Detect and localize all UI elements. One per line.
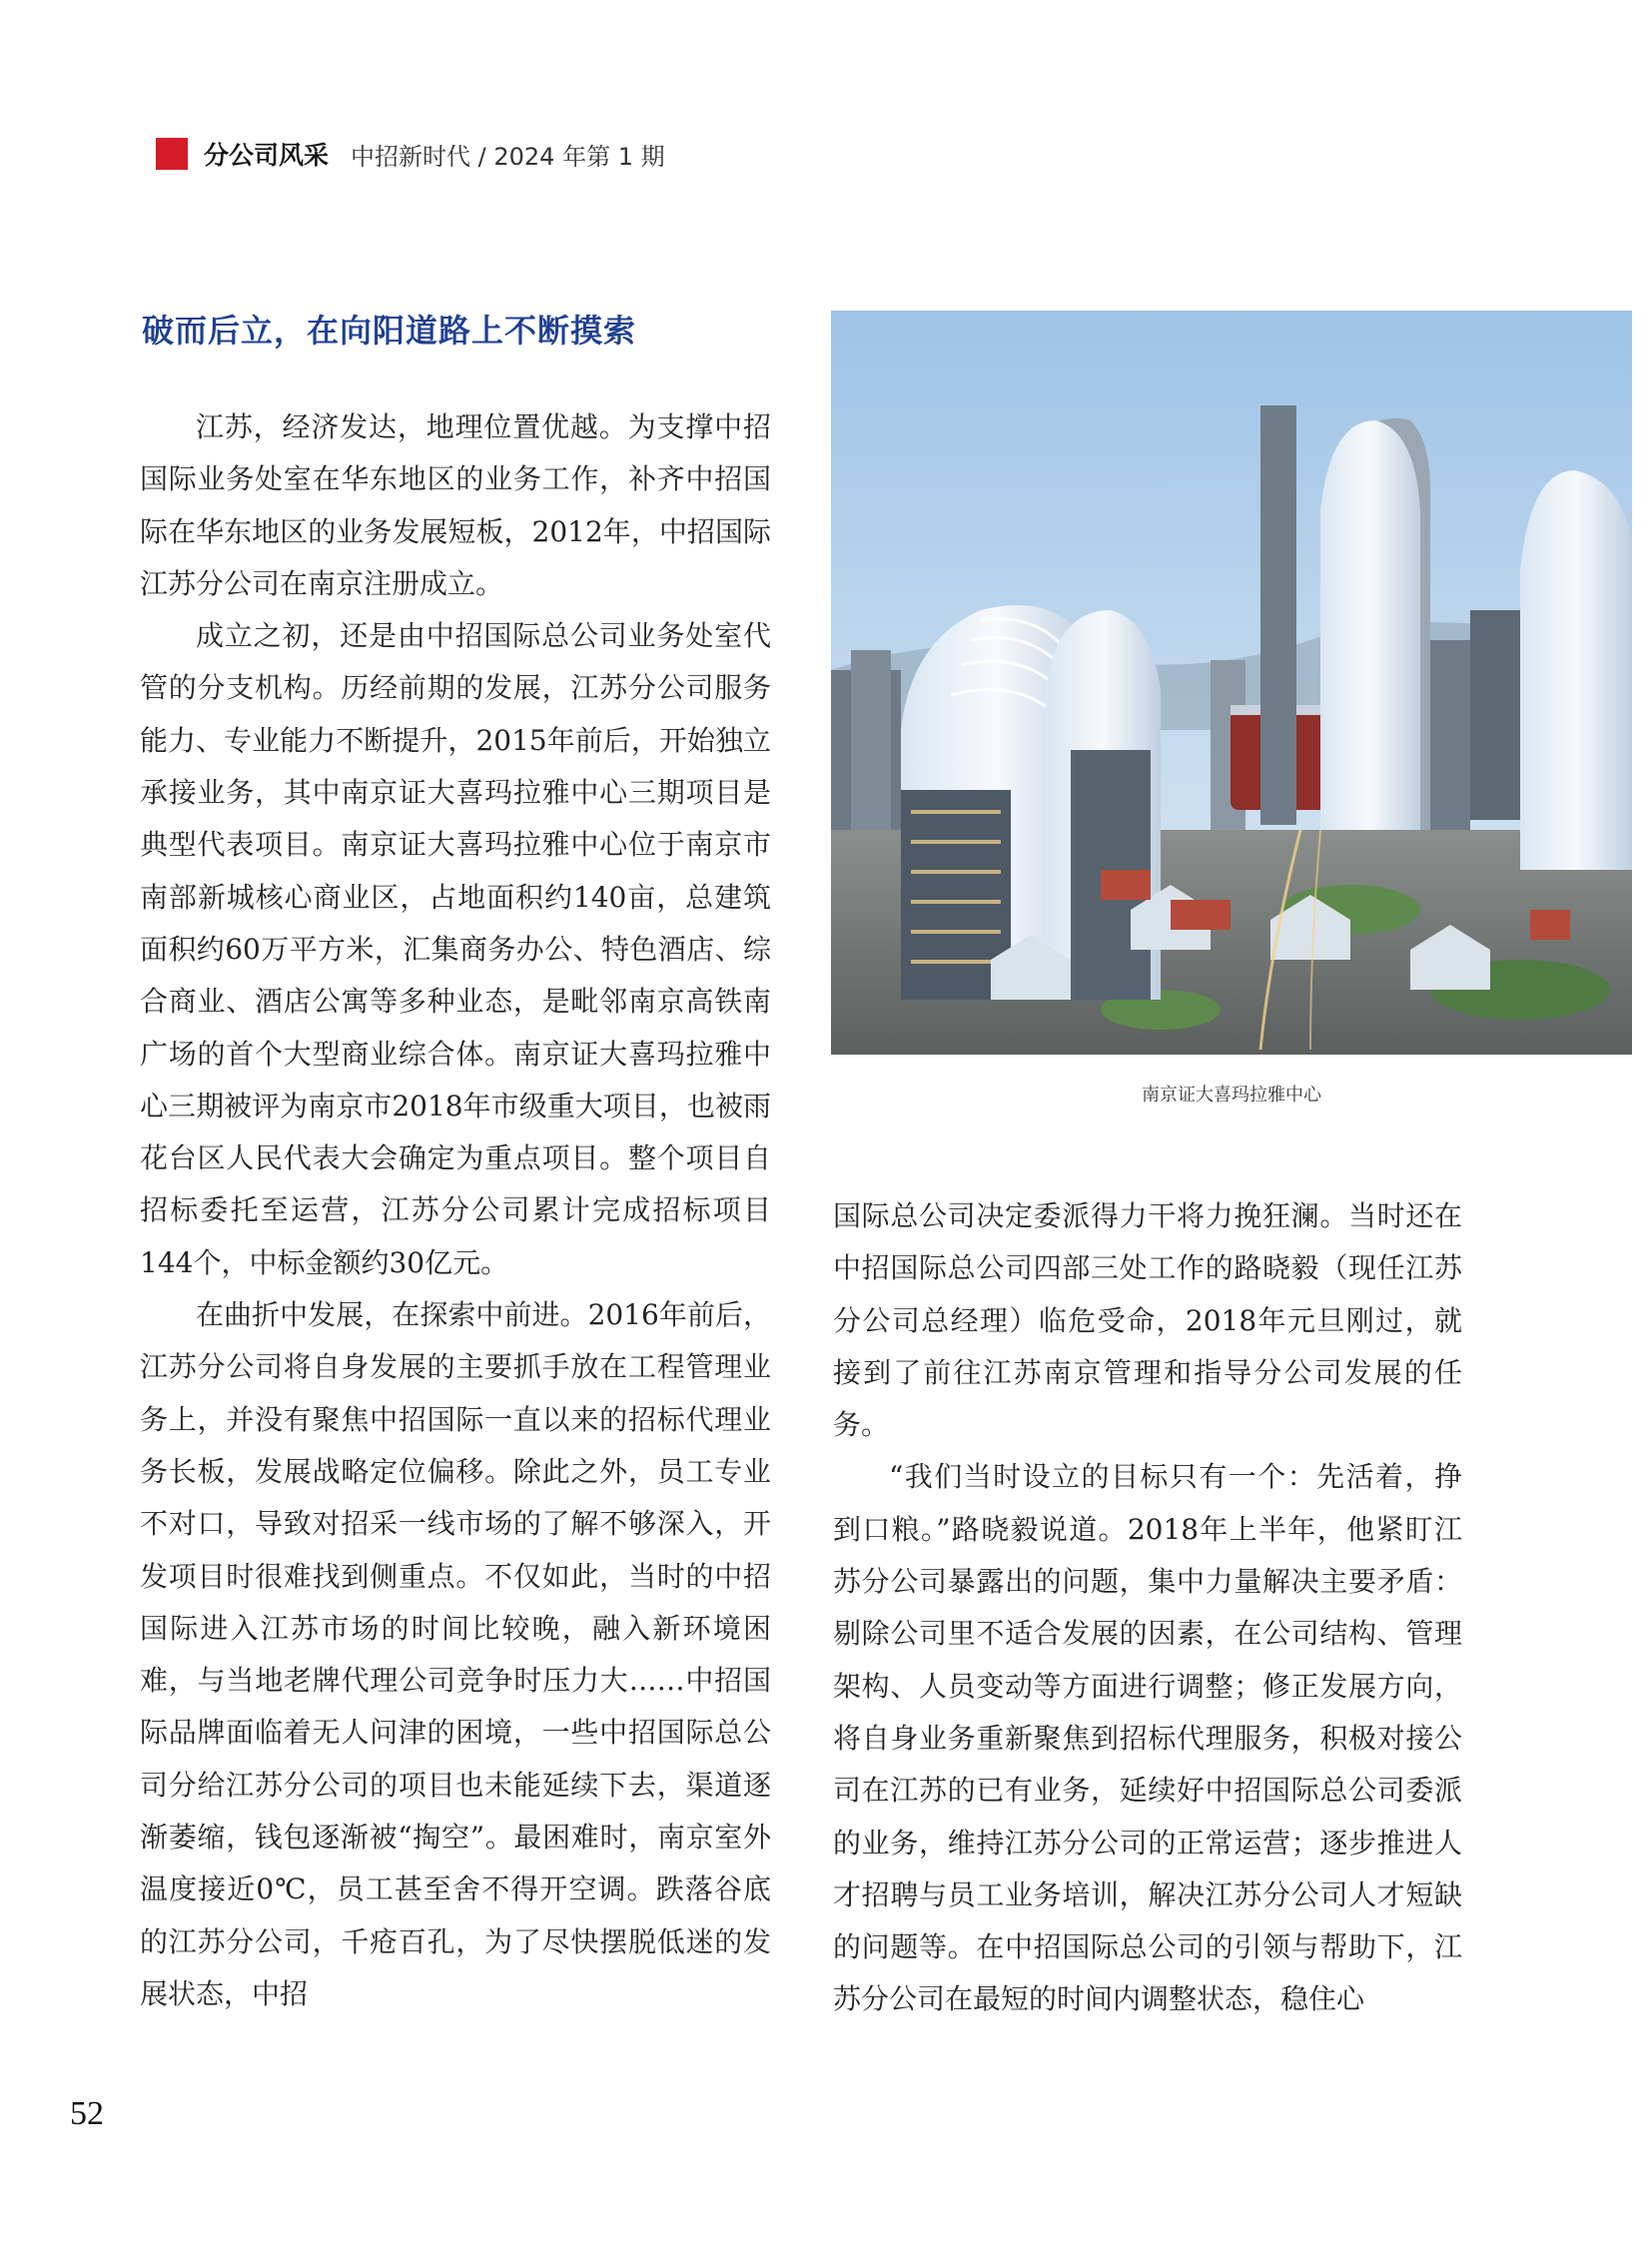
photo-caption: 南京证大喜玛拉雅中心 [1142, 1085, 1321, 1106]
right-column [833, 1190, 1462, 2026]
page-number: 52 [70, 2095, 104, 2132]
paragraph: 成立之初，还是由中招国际总公司业务处室代管的分支机构。历经前期的发展，江苏分公司服务能力、专业能力不断提升，2015年前后，开始独立承接业务，其中南京证大喜玛拉雅中心三期项目是典型代表项目。南京证大喜玛拉雅中心位于南京市南部新城核心商业区，占地面积约140亩，总建筑面积约60万平方米，汇集商务办公、特色酒店、综合商业、酒店公寓等多种业态，是毗邻南京高铁南广场的首个大型商业综合体。南京证大喜玛拉雅中心三期被评为南京市2018年市级重大项目，也被雨花台区人民代表大会确定为重点项目。整个项目自招标委托至运营，江苏分公司累计完成招标项目144个，中标金额约30亿元。 [140, 619, 771, 1279]
page-header [156, 134, 665, 174]
paragraph: 江苏，经济发达，地理位置优越。为支撑中招国际业务处室在华东地区的业务工作，补齐中招国际在华东地区的业务发展短板，2012年，中招国际江苏分公司在南京注册成立。 [140, 410, 771, 600]
paragraph: 在曲折中发展，在探索中前进。2016年前后，江苏分公司将自身发展的主要抓手放在工程管理业务上，并没有聚焦中招国际一直以来的招标代理业务长板，发展战略定位偏移。除此之外，员工专业不对口，导致对招采一线市场的了解不够深入，开发项目时很难找到侧重点。不仅如此，当时的中招国际进入江苏市场的时间比较晚，融入新环境困难，与当地老牌代理公司竞争时压力大……中招国际品牌面临着无人问津的困境，一些中招国际总公司分给江苏分公司的项目也未能延续下去，渠道逐渐萎缩，钱包逐渐被“掏空”。最困难时，南京室外温度接近0℃，员工甚至舍不得开空调。跌落谷底的江苏分公司，千疮百孔，为了尽快摆脱低迷的发展状态，中招 [140, 1298, 771, 2010]
section-title: 分公司风采 [204, 141, 330, 170]
paragraph: “我们当时设立的目标只有一个：先活着，挣到口粮。”路晓毅说道。2018年上半年，他紧盯江苏分公司暴露出的问题，集中力量解决主要矛盾：剔除公司里不适合发展的因素，在公司结构、管理架构、人员变动等方面进行调整；修正发展方向，将自身业务重新聚焦到招标代理服务，积极对接公司在江苏的已有业务，延续好中招国际总公司委派的业务，维持江苏分公司的正常运营；逐步推进人才招聘与员工业务培训，解决江苏分公司人才短缺的问题等。在中招国际总公司的引领与帮助下，江苏分公司在最短的时间内调整状态，稳住心 [833, 1460, 1462, 2016]
article-headline: 破而后立，在向阳道路上不断摸索 [142, 312, 637, 350]
paragraph: 国际总公司决定委派得力干将力挽狂澜。当时还在中招国际总公司四部三处工作的路晓毅（现任江苏分公司总经理）临危受命，2018年元旦刚过，就接到了前往江苏南京管理和指导分公司发展的任务。 [833, 1199, 1462, 1442]
building-photo [831, 311, 1632, 1055]
publication-info: 中招新时代 / 2024 年第 1 期 [351, 142, 665, 171]
left-column [140, 401, 771, 2020]
section-marker [156, 138, 188, 170]
